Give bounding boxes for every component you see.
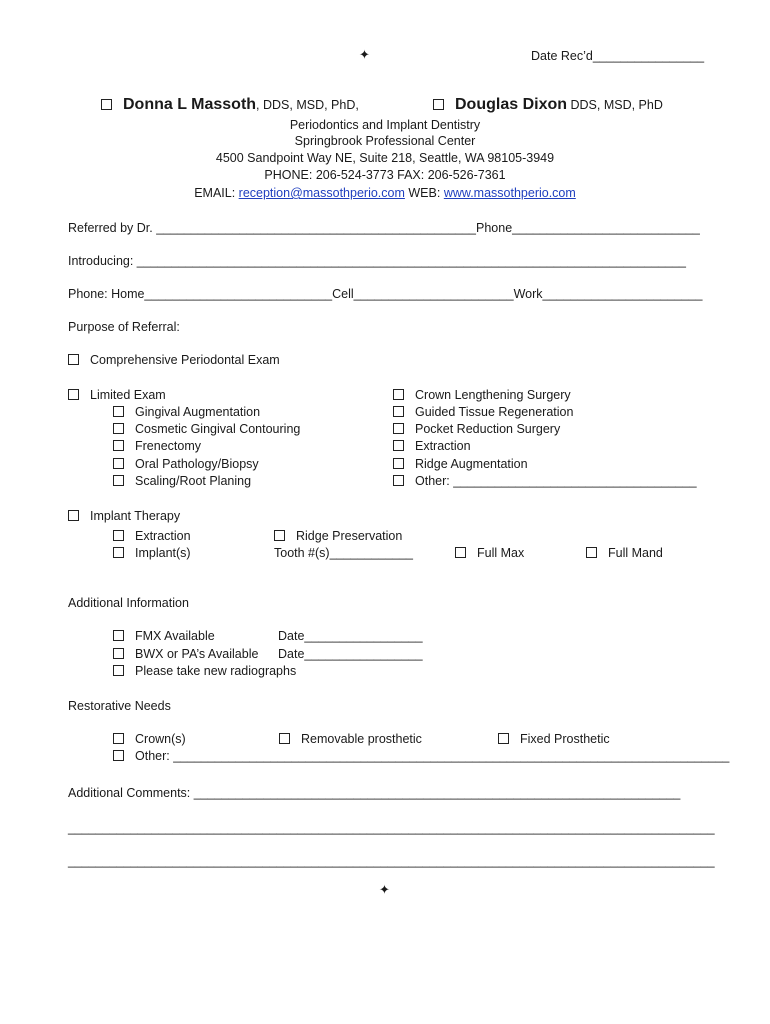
fmx-checkbox[interactable]: [113, 630, 124, 641]
doctor-dixon-credentials: DDS, MSD, PhD: [567, 98, 663, 112]
practice-phone-fax: PHONE: 206-524-3773 FAX: 206-526-7361: [264, 168, 506, 182]
fmx-label: FMX Available: [135, 629, 215, 643]
procedure-checkbox[interactable]: [393, 458, 404, 469]
restorative-other-field[interactable]: Other: ________________________________________________________________________________: [135, 749, 730, 763]
comprehensive-exam-option[interactable]: [68, 352, 280, 368]
bwx-label: BWX or PA’s Available: [135, 647, 259, 661]
procedure-option[interactable]: [393, 404, 573, 420]
removable-prosthetic-option[interactable]: [279, 731, 422, 747]
crowns-label: Crown(s): [135, 732, 186, 746]
implants-label: Implant(s): [135, 546, 191, 560]
purpose-of-referral-label: Purpose of Referral:: [68, 320, 180, 334]
limited-item-checkbox[interactable]: [113, 423, 124, 434]
limited-item-label: Frenectomy: [135, 439, 201, 453]
limited-item-checkbox[interactable]: [113, 458, 124, 469]
implant-therapy-option[interactable]: [68, 508, 180, 524]
radiographs-checkbox[interactable]: [113, 665, 124, 676]
limited-item-option[interactable]: [113, 456, 259, 472]
limited-item-label: Scaling/Root Planing: [135, 474, 252, 488]
additional-information-heading: Additional Information: [68, 596, 189, 610]
comprehensive-exam-checkbox[interactable]: [68, 354, 79, 365]
limited-item-label: Oral Pathology/Biopsy: [135, 457, 259, 471]
practice-address: 4500 Sandpoint Way NE, Suite 218, Seattle, WA 98105-3949: [215, 151, 555, 165]
implant-extraction-label: Extraction: [135, 529, 191, 543]
limited-item-label: Gingival Augmentation: [135, 405, 261, 419]
doctor-massoth-credentials: , DDS, MSD, PhD,: [256, 98, 359, 112]
procedure-label: Guided Tissue Regeneration: [415, 405, 574, 419]
email-link[interactable]: reception@massothperio.com: [238, 186, 405, 200]
comments-line-2[interactable]: _____________________________________________________________________________________________: [68, 854, 715, 868]
implant-therapy-label: Implant Therapy: [90, 509, 181, 523]
email-label: EMAIL:: [194, 186, 239, 200]
doctor-massoth-name: Donna L Massoth: [123, 96, 257, 113]
web-label: WEB:: [404, 186, 444, 200]
doctor-massoth-option[interactable]: [101, 97, 359, 113]
fixed-prosthetic-label: Fixed Prosthetic: [520, 732, 610, 746]
restorative-other-checkbox[interactable]: [113, 750, 124, 761]
limited-item-checkbox[interactable]: [113, 475, 124, 486]
procedure-option[interactable]: [393, 456, 528, 472]
procedure-checkbox[interactable]: [393, 440, 404, 451]
removable-prosthetic-checkbox[interactable]: [279, 733, 290, 744]
implants-checkbox[interactable]: [113, 547, 124, 558]
procedure-option[interactable]: [393, 387, 571, 403]
practice-contact-line: [0, 185, 770, 201]
practice-specialty: Periodontics and Implant Dentistry: [289, 118, 481, 132]
limited-item-option[interactable]: [113, 438, 201, 454]
ridge-preservation-label: Ridge Preservation: [296, 529, 403, 543]
limited-item-checkbox[interactable]: [113, 440, 124, 451]
implant-extraction-option[interactable]: [113, 528, 191, 544]
fmx-date-field[interactable]: Date_________________: [278, 629, 423, 643]
implant-therapy-checkbox[interactable]: [68, 510, 79, 521]
date-received-field[interactable]: Date Rec’d________________: [531, 49, 705, 63]
phone-fields[interactable]: Phone: Home___________________________Cell_______________________Work_______________________: [68, 287, 703, 301]
bwx-date-field[interactable]: Date_________________: [278, 647, 423, 661]
referred-by-field[interactable]: Referred by Dr. ______________________________________________Phone___________________________: [68, 221, 700, 235]
restorative-needs-heading: Restorative Needs: [68, 699, 171, 713]
procedure-label: Ridge Augmentation: [415, 457, 528, 471]
procedure-label: Crown Lengthening Surgery: [415, 388, 571, 402]
ridge-preservation-checkbox[interactable]: [274, 530, 285, 541]
limited-item-option[interactable]: [113, 473, 251, 489]
procedure-option[interactable]: [393, 421, 560, 437]
doctor-dixon-name: Douglas Dixon: [455, 96, 568, 113]
full-max-option[interactable]: [455, 545, 524, 561]
ridge-preservation-option[interactable]: [274, 528, 402, 544]
limited-item-option[interactable]: [113, 421, 300, 437]
restorative-other-option[interactable]: [113, 748, 729, 764]
additional-comments-field[interactable]: Additional Comments: ______________________________________________________________________: [68, 786, 681, 800]
fixed-prosthetic-checkbox[interactable]: [498, 733, 509, 744]
radiographs-option[interactable]: [113, 663, 296, 679]
bwx-option[interactable]: [113, 646, 258, 662]
removable-prosthetic-label: Removable prosthetic: [301, 732, 422, 746]
fmx-option[interactable]: [113, 628, 215, 644]
limited-exam-option[interactable]: [68, 387, 166, 403]
procedure-checkbox[interactable]: [393, 389, 404, 400]
implants-option[interactable]: [113, 545, 191, 561]
doctor-dixon-checkbox[interactable]: [433, 99, 444, 110]
limited-item-option[interactable]: [113, 404, 260, 420]
star-ornament-top: ✦: [359, 47, 370, 62]
procedure-checkbox[interactable]: [393, 423, 404, 434]
procedure-other-option[interactable]: [393, 473, 697, 489]
full-mand-option[interactable]: [586, 545, 663, 561]
radiographs-label: Please take new radiographs: [135, 664, 297, 678]
procedure-option[interactable]: [393, 438, 471, 454]
tooth-number-field[interactable]: Tooth #(s)____________: [274, 546, 414, 560]
crowns-checkbox[interactable]: [113, 733, 124, 744]
comprehensive-exam-label: Comprehensive Periodontal Exam: [90, 353, 280, 367]
full-mand-checkbox[interactable]: [586, 547, 597, 558]
introducing-field[interactable]: Introducing: _______________________________________________________________________________: [68, 254, 686, 268]
limited-item-label: Cosmetic Gingival Contouring: [135, 422, 301, 436]
doctor-massoth-checkbox[interactable]: [101, 99, 112, 110]
procedure-label: Pocket Reduction Surgery: [415, 422, 561, 436]
limited-exam-checkbox[interactable]: [68, 389, 79, 400]
limited-item-checkbox[interactable]: [113, 406, 124, 417]
crowns-option[interactable]: [113, 731, 186, 747]
full-mand-label: Full Mand: [608, 546, 663, 560]
star-ornament-bottom: ✦: [379, 882, 390, 897]
procedure-other-field[interactable]: Other: ___________________________________: [415, 474, 697, 488]
practice-center: Springbrook Professional Center: [294, 134, 476, 148]
doctor-dixon-option[interactable]: [433, 97, 663, 113]
procedure-label: Extraction: [415, 439, 471, 453]
comments-line-1[interactable]: _____________________________________________________________________________________________: [68, 821, 715, 835]
bwx-checkbox[interactable]: [113, 648, 124, 659]
procedure-checkbox[interactable]: [393, 475, 404, 486]
web-link[interactable]: www.massothperio.com: [443, 186, 576, 200]
full-max-label: Full Max: [477, 546, 525, 560]
limited-exam-label: Limited Exam: [90, 388, 166, 402]
full-max-checkbox[interactable]: [455, 547, 466, 558]
procedure-checkbox[interactable]: [393, 406, 404, 417]
implant-extraction-checkbox[interactable]: [113, 530, 124, 541]
fixed-prosthetic-option[interactable]: [498, 731, 610, 747]
